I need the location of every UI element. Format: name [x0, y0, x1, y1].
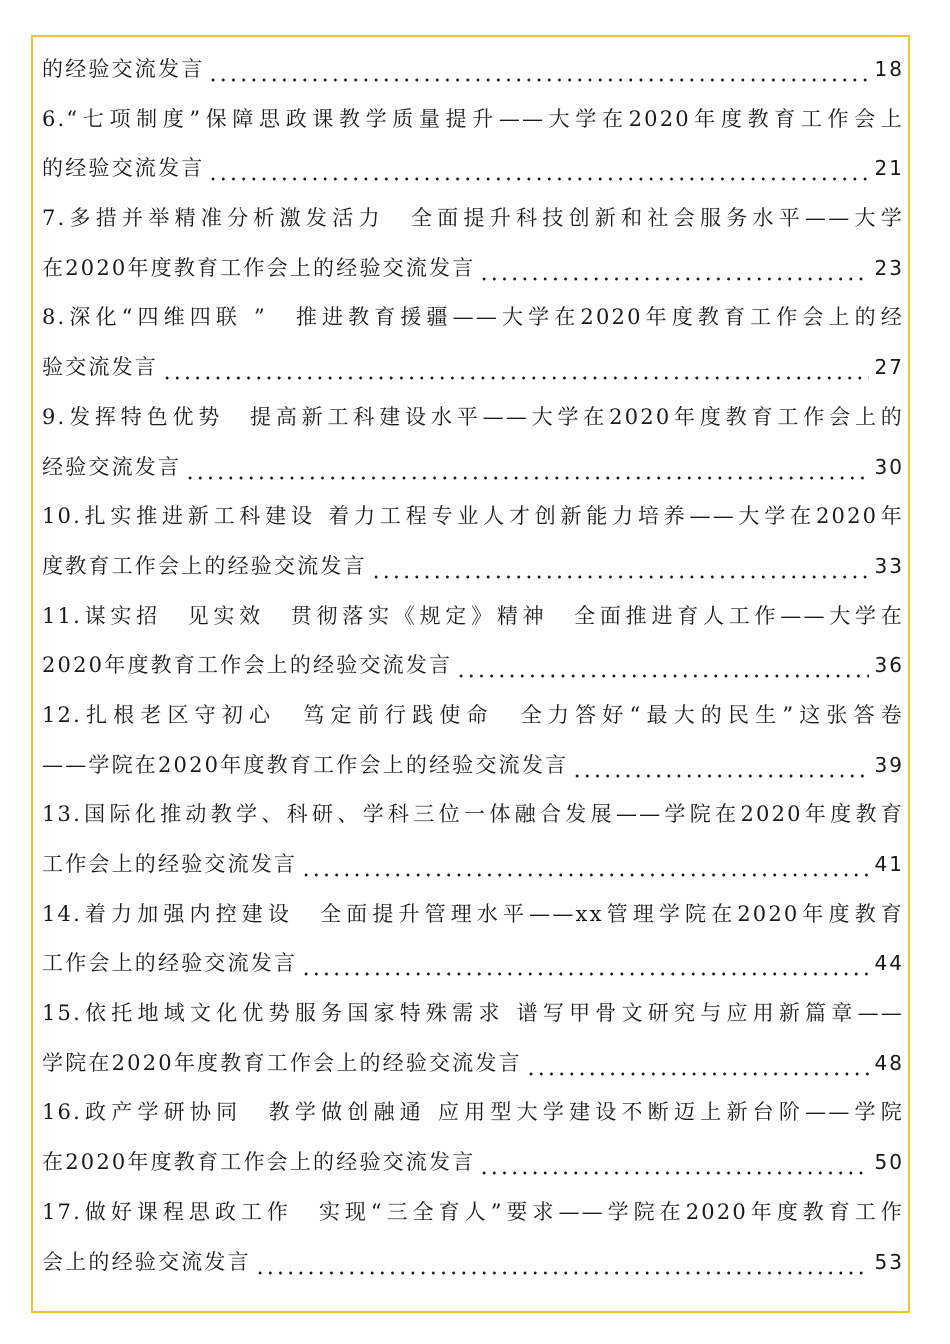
- toc-entry-title-tail: 2020年度教育工作会上的经验交流发言: [42, 653, 453, 678]
- toc-page-number: 33: [874, 553, 904, 578]
- dot-leader: [162, 343, 869, 393]
- toc-entry[interactable]: [42, 1088, 904, 1187]
- toc-entry[interactable]: [42, 492, 904, 591]
- dot-leader: [456, 641, 868, 691]
- toc-entry-last-line: [42, 641, 904, 691]
- toc-page-number: 44: [874, 951, 904, 976]
- toc-page-number: 36: [874, 653, 904, 678]
- toc-entry-title-tail: 会上的经验交流发言: [42, 1249, 251, 1274]
- toc-entry-title: 10.扎实推进新工科建设 着力工程专业人才创新能力培养——大学在2020年: [42, 504, 904, 529]
- toc-page-number: 50: [874, 1150, 904, 1175]
- dot-leader: [255, 1238, 869, 1288]
- toc-entry-title-tail: 工作会上的经验交流发言: [42, 852, 298, 876]
- toc-entry-last-line: [42, 144, 904, 194]
- toc-entry-title: 16.政产学研协同 教学做创融通 应用型大学建设不断迈上新台阶——学院: [42, 1100, 904, 1125]
- toc-entry[interactable]: [42, 989, 904, 1088]
- toc-page-number: 48: [874, 1050, 904, 1075]
- toc-entry-title: 6.“七项制度”保障思政课教学质量提升——大学在2020年度教育工作会上: [42, 106, 904, 131]
- toc-entry-title-tail: 验交流发言: [42, 355, 158, 380]
- dot-leader: [301, 939, 868, 989]
- toc-entry-title: 11.谋实招 见实效 贯彻落实《规定》精神 全面推进育人工作——大学在: [42, 603, 904, 628]
- toc-entry-title-tail: 在2020年度教育工作会上的经验交流发言: [42, 1150, 476, 1175]
- toc-entry-title: 13.国际化推动教学、科研、学科三位一体融合发展——学院在2020年度教育: [42, 802, 904, 827]
- dot-leader: [185, 443, 868, 493]
- toc-entry[interactable]: [42, 393, 904, 492]
- toc-entry[interactable]: [42, 293, 904, 392]
- toc-page-number: 41: [874, 852, 904, 876]
- toc-entry-title: 12.扎根老区守初心 笃定前行践使命 全力答好“最大的民生”这张答卷: [42, 702, 904, 727]
- dot-leader: [371, 542, 869, 592]
- toc-entry-title: 7.多措并举精准分析激发活力 全面提升科技创新和社会服务水平——大学: [42, 206, 904, 231]
- toc-entry-last-line: [42, 343, 904, 393]
- toc-entry-last-line: [42, 244, 904, 294]
- toc-entry-title-tail: 在2020年度教育工作会上的经验交流发言: [42, 255, 476, 280]
- toc-entry-title: 9.发挥特色优势 提高新工科建设水平——大学在2020年度教育工作会上的: [42, 404, 904, 429]
- toc-entry-title-tail: 的经验交流发言: [42, 57, 205, 81]
- toc-entry-title-tail: 度教育工作会上的经验交流发言: [42, 553, 367, 578]
- toc-entry-last-line: [42, 939, 904, 989]
- toc-page-number: 18: [874, 57, 904, 81]
- dot-leader: [572, 741, 868, 791]
- toc-entry-last-line: [42, 542, 904, 592]
- toc-entry[interactable]: [42, 691, 904, 790]
- toc-page-number: 27: [874, 355, 904, 380]
- toc-page-number: 21: [874, 156, 904, 181]
- toc-entry-title: 14.着力加强内控建设 全面提升管理水平——xx管理学院在2020年度教育: [42, 901, 904, 926]
- toc-entry[interactable]: [42, 194, 904, 293]
- toc-entry-title: 8.深化“四维四联 ” 推进教育援疆——大学在2020年度教育工作会上的经: [42, 305, 904, 330]
- toc-entry-last-line: [42, 1238, 904, 1288]
- toc-page-number: 23: [874, 255, 904, 280]
- toc-entry-title: 17.做好课程思政工作 实现“三全育人”要求——学院在2020年度教育工作: [42, 1199, 904, 1224]
- toc-entry-title-tail: 经验交流发言: [42, 454, 182, 479]
- toc-entry-last-line: [42, 443, 904, 493]
- toc-entry[interactable]: [42, 1188, 904, 1287]
- toc-page-number: 39: [874, 752, 904, 777]
- toc-entry[interactable]: [42, 95, 904, 194]
- toc-page-number: 30: [874, 454, 904, 479]
- table-of-contents: [42, 45, 904, 1287]
- toc-entry-title-tail: 学院在2020年度教育工作会上的经验交流发言: [42, 1050, 522, 1075]
- toc-entry-title-tail: ——学院在2020年度教育工作会上的经验交流发言: [42, 752, 569, 777]
- toc-entry-last-line: [42, 741, 904, 791]
- toc-entry[interactable]: [42, 790, 904, 889]
- dot-leader: [208, 144, 868, 194]
- toc-entry-last-line: [42, 840, 904, 890]
- dot-leader: [479, 244, 868, 294]
- toc-entry-last-line: [42, 1138, 904, 1188]
- dot-leader: [479, 1138, 868, 1188]
- toc-entry[interactable]: [42, 45, 904, 95]
- toc-entry-title: 15.依托地域文化优势服务国家特殊需求 谱写甲骨文研究与应用新篇章——: [42, 1001, 904, 1026]
- toc-entry-last-line: [42, 45, 904, 95]
- toc-entry-title-tail: 的经验交流发言: [42, 156, 205, 181]
- toc-entry-last-line: [42, 1039, 904, 1089]
- dot-leader: [301, 840, 868, 890]
- toc-entry-title-tail: 工作会上的经验交流发言: [42, 951, 298, 976]
- toc-entry[interactable]: [42, 890, 904, 989]
- toc-page-number: 53: [874, 1249, 904, 1274]
- dot-leader: [208, 45, 868, 95]
- toc-entry[interactable]: [42, 592, 904, 691]
- dot-leader: [526, 1039, 869, 1089]
